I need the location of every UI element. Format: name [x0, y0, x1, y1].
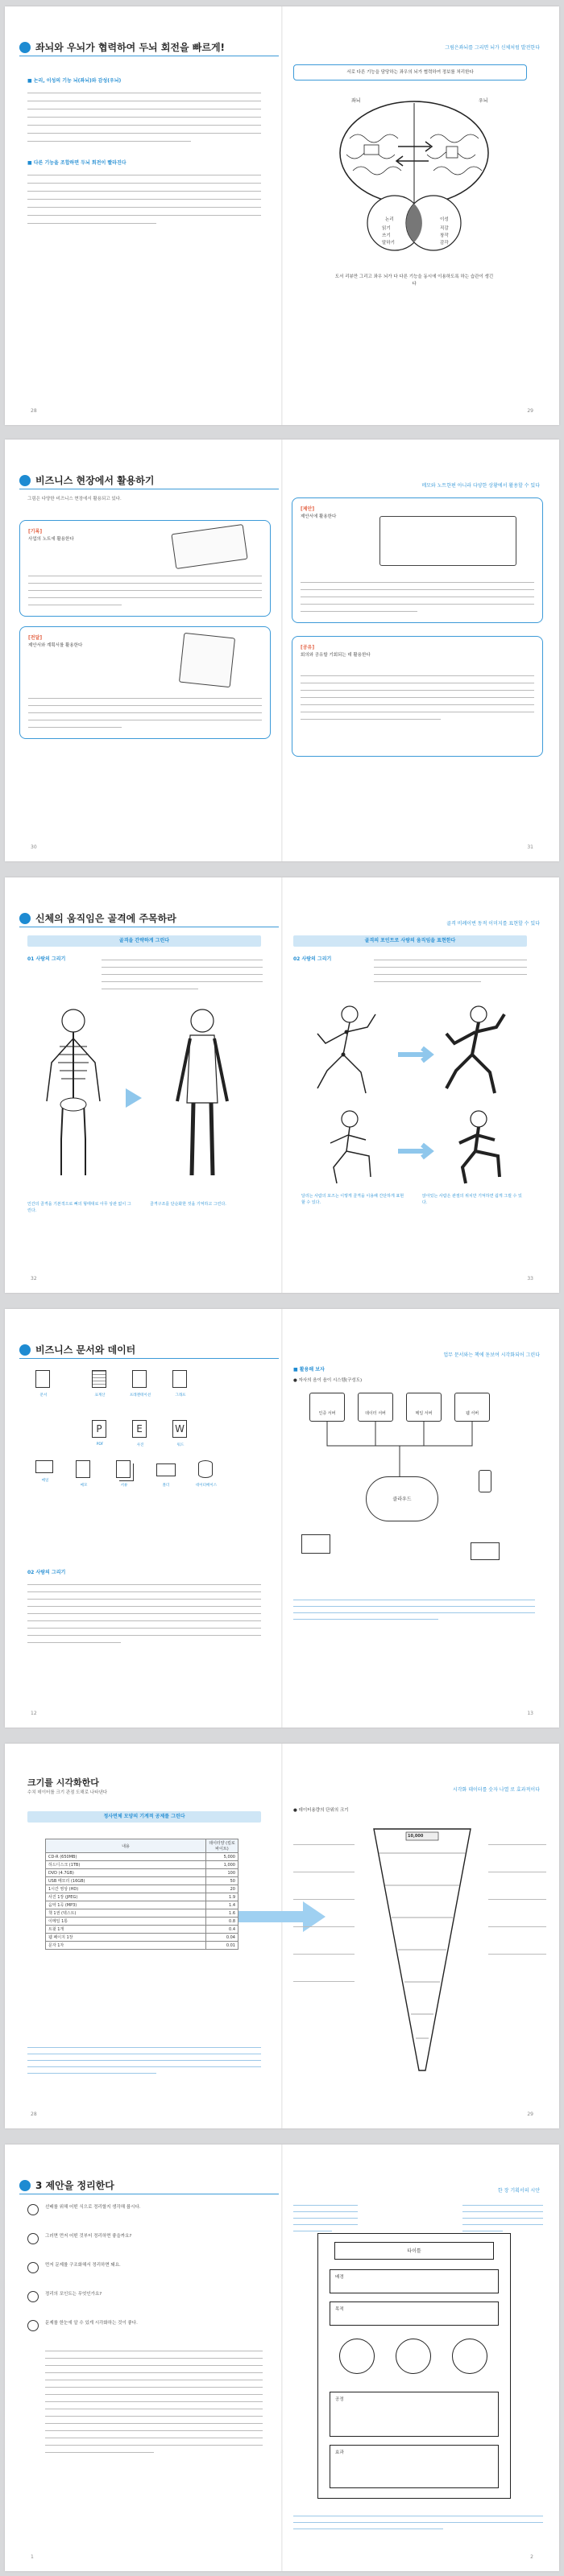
venn-right-list [440, 225, 449, 247]
node-label: 웹 서버 [465, 1411, 479, 1416]
page-subtitle: 한 장 기획서의 시안 [497, 2188, 540, 2194]
box-subheading: 회의와 공유할 기회되는 데 활용한다 [301, 653, 371, 658]
venn-item: 감각 [440, 241, 449, 246]
server-node [309, 1393, 345, 1422]
table-cell-label: 문자 1자 [46, 1942, 206, 1950]
box-subheading: 제안서와 계획서를 활용한다 [28, 643, 83, 648]
caption-text: 서로 다른 기능을 담당하는 좌우의 뇌가 협력하여 정보를 처리한다 [346, 70, 474, 75]
node-label: 인증 서버 [318, 1411, 336, 1416]
dialogue-text: 선배를 위해 어떤 식으로 정리할지 생각해 봅시다. [45, 2205, 141, 2210]
spread-proposal [5, 2145, 559, 2571]
page-title: 3 제안을 정리한다 [35, 2180, 114, 2191]
box-heading: [전달] [28, 635, 43, 641]
proposal-title-box [334, 2242, 494, 2260]
box-body-lines [28, 693, 262, 728]
server-node [454, 1393, 490, 1422]
title-bullet-icon [19, 1344, 31, 1356]
table-cell-label: 사진 1장 (JPEG) [46, 1893, 206, 1901]
page-title-bar [19, 910, 279, 927]
spread-skeleton [5, 877, 559, 1293]
page-title-bar [19, 1341, 279, 1359]
title-bullet-icon [19, 475, 31, 486]
venn-left-list [382, 225, 395, 247]
spread-documents [5, 1309, 559, 1728]
icon-label: 메모 [80, 1484, 88, 1488]
page-title-sub: 수치 데이터를 크기 관점 도해로 나타낸다 [27, 1790, 108, 1795]
body-text-block [45, 2346, 263, 2453]
section-label: 배경 [335, 2275, 344, 2280]
section-banner: 골격의 포인트로 사람의 움직임을 표현한다 [293, 935, 527, 947]
diagram-caption: ● 자사의 음이 음이 시스템(구성도) [293, 1378, 363, 1383]
proposal-title: 타이틀 [407, 2248, 421, 2254]
footnote-block [27, 2043, 261, 2074]
folder-icon [156, 1463, 176, 1476]
title-bullet-icon [19, 913, 31, 924]
excel-file-icon: E [132, 1420, 147, 1438]
venn-item: 쓰기 [382, 233, 391, 238]
running-figure-illustration [301, 998, 527, 1191]
section-label: 효과 [335, 2450, 344, 2455]
left-page [5, 6, 279, 425]
box-heading: [기록] [28, 529, 43, 535]
proposal-circles [330, 2335, 499, 2384]
left-page [5, 1309, 279, 1728]
circle-icon [339, 2339, 375, 2374]
brain-illustration [317, 90, 511, 259]
gutter [281, 877, 283, 1293]
table-cell-value: 0.01 [206, 1942, 238, 1950]
page-subtitle: 시각화 데이터를 숫자 나열 로 효과적이다 [452, 1787, 540, 1793]
body-text-block [27, 1579, 261, 1643]
avatar-icon [27, 2320, 39, 2331]
venn-item: 창작 [440, 233, 449, 238]
page-subtitle: 그림은좌뇌를 그리면 뇌가 신체처럼 발전한다 [445, 45, 540, 51]
subsection-heading: 02 사람의 그리기 [293, 956, 332, 962]
title-bullet-icon [19, 42, 31, 53]
gutter [281, 2145, 283, 2571]
subsection-heading: ■ 활용해 보자 [293, 1367, 325, 1373]
icon-label: 문서 [39, 1393, 48, 1397]
table-cell-label: USB 메모리 (16GB) [46, 1877, 206, 1885]
device-phone-icon [479, 1470, 491, 1492]
icon-label: 메일 [41, 1479, 49, 1483]
dialogue-text: 정리의 포인트는 무엇인가요? [45, 2292, 102, 2297]
icon-label: 데이터베이스 [195, 1484, 218, 1488]
section-heading-2: ■ 다른 기능을 조합하면 두뇌 회전이 빨라진다 [27, 160, 126, 166]
section-label: 목적 [335, 2307, 344, 2312]
table-row [46, 1869, 238, 1877]
right-page [285, 1744, 559, 2128]
figure-caption: 달리는 사람의 포즈는 이렇게 골격을 이용해 간단하게 표현할 수 있다. [301, 1194, 404, 1205]
right-page [285, 440, 559, 861]
proposal-section-box [330, 2269, 499, 2293]
funnel-diagram [358, 1821, 487, 2079]
section-heading [27, 159, 261, 167]
left-page [5, 1744, 279, 2128]
side-note-right [462, 2201, 543, 2231]
table-cell-value: 1.9 [206, 1893, 238, 1901]
deliver-box [19, 626, 271, 739]
section-banner: 골격을 간략하게 그린다 [27, 935, 261, 947]
dialogue-text: 문제를 한눈에 알 수 있게 시각화하는 것이 좋다. [45, 2321, 138, 2326]
page-number: 1 [31, 2554, 34, 2560]
section-label: 공정 [335, 2397, 344, 2402]
table-cell-value: 20 [206, 1885, 238, 1893]
node-label: 메일 서버 [415, 1411, 433, 1416]
table-row [46, 1909, 238, 1918]
avatar-icon [27, 2291, 39, 2302]
right-page [285, 877, 559, 1293]
table-cell-value: 5,000 [206, 1853, 238, 1861]
server-node [358, 1393, 393, 1422]
gutter [281, 6, 283, 425]
server-node [406, 1393, 442, 1422]
right-brain-label: 우뇌 [479, 98, 488, 104]
dialogue-text: 먼저 문제를 구조화해서 정리하면 돼요. [45, 2263, 121, 2268]
side-note-left [293, 2201, 358, 2231]
dialogue-line [27, 2204, 266, 2215]
cloud-icon [366, 1476, 438, 1521]
page-title: 비즈니스 문서와 데이터 [35, 1344, 136, 1356]
avatar-icon [27, 2204, 39, 2215]
proposal-section-box [330, 2392, 499, 2437]
icon-label: PDF [96, 1443, 104, 1447]
table-cell-value: 0.4 [206, 1926, 238, 1934]
icon-label: 프레젠테이션 [129, 1393, 151, 1397]
icon-label: 워드 [176, 1443, 185, 1447]
left-page [5, 2145, 279, 2571]
table-cell-value: 1.6 [206, 1909, 238, 1918]
page-number: 13 [527, 1711, 533, 1716]
dialogue-line [27, 2291, 266, 2302]
bottom-caption: 도서 리뷰만 그리고 좌우 뇌가 다 다른 기능을 동시에 이용하도록 하는 습관이 생긴다 [334, 275, 494, 287]
title-bullet-icon [19, 2180, 31, 2191]
table-row [46, 1942, 238, 1950]
page-subtitle: 메모와 노트한편 아니라 다양한 상황에서 활용할 수 있다 [421, 483, 540, 489]
page-number: 29 [527, 408, 533, 414]
top-value: 10,000 [408, 1834, 424, 1839]
table-header: 데이터양 (킬로바이트) [206, 1839, 238, 1853]
simplified-body-illustration [166, 1006, 238, 1183]
table-cell-value: 0.04 [206, 1934, 238, 1942]
circle-icon [396, 2339, 431, 2374]
device-laptop-icon [301, 1534, 330, 1554]
table-row [46, 1893, 238, 1901]
left-page [5, 877, 279, 1293]
venn-item: 말하기 [382, 241, 395, 246]
page-subtitle: 업무 문서와는 책에 돋보여 시각화되어 그린다 [443, 1352, 540, 1358]
database-icon [198, 1460, 213, 1478]
subsection-heading: 01 사람의 그리기 [27, 956, 66, 962]
presentation-icon [132, 1370, 147, 1388]
notebook-sketch [171, 524, 247, 569]
spread-size [5, 1744, 559, 2128]
mail-icon [35, 1460, 53, 1473]
circle-icon [452, 2339, 487, 2374]
icon-label: 그래프 [175, 1393, 186, 1397]
box-heading: [제안] [301, 506, 315, 512]
box-body-lines [28, 571, 262, 605]
dialogue-text: 그러면 먼저 어떤 것부터 정리하면 좋을까요? [45, 2234, 132, 2239]
caption-box [293, 64, 527, 80]
page-title: 신체의 움직임은 골격에 주목하라 [35, 913, 176, 924]
table-cell-label: CD-R (650MB) [46, 1853, 206, 1861]
table-row [46, 1934, 238, 1942]
page-number: 2 [530, 2554, 533, 2560]
table-cell-label: 웹 페이지 1장 [46, 1934, 206, 1942]
dialogue [27, 2204, 266, 2349]
table-cell-label: 1시간 영상 (HD) [46, 1885, 206, 1893]
left-annotations [293, 1840, 355, 1982]
section-heading-1: ■ 논리, 이성의 기능 뇌(좌뇌)와 감성(우뇌) [27, 78, 122, 84]
page-title: 좌뇌와 우뇌가 협력하여 두뇌 회전을 빠르게! [35, 42, 226, 53]
skeleton-illustration [37, 1006, 110, 1183]
page-title-bar [19, 2177, 279, 2194]
table-cell-label: 음악 1곡 (MP3) [46, 1901, 206, 1909]
papers-icon [116, 1460, 131, 1478]
table-row [46, 1926, 238, 1934]
table-cell-value: 1,000 [206, 1861, 238, 1869]
body-text-block [27, 169, 261, 225]
share-box [292, 636, 543, 757]
page-number: 28 [31, 408, 37, 414]
table-row [46, 1861, 238, 1869]
cloud-label: 클라우드 [392, 1496, 412, 1502]
table-row [46, 1918, 238, 1926]
table-cell-label: 이메일 1통 [46, 1918, 206, 1926]
avatar-icon [27, 2233, 39, 2244]
gutter [281, 440, 283, 861]
right-page [285, 2145, 559, 2571]
section-heading [27, 77, 261, 85]
table-cell-value: 100 [206, 1869, 238, 1877]
meeting-sketch [379, 516, 516, 566]
table-cell-value: 50 [206, 1877, 238, 1885]
icon-label: 사진 [136, 1443, 144, 1447]
page-number: 12 [31, 1711, 37, 1716]
chart-file-icon [172, 1370, 187, 1388]
page-number: 32 [31, 1276, 37, 1282]
dialogue-line [27, 2262, 266, 2273]
page-title-bar [19, 472, 279, 489]
device-printer-icon [471, 1542, 500, 1560]
document-icon [35, 1370, 50, 1388]
avatar-icon [27, 2262, 39, 2273]
record-box [19, 520, 271, 617]
page-number: 28 [31, 2112, 37, 2117]
proposal-sheet [317, 2233, 511, 2499]
right-annotations [488, 1840, 546, 1955]
left-page [5, 440, 279, 861]
table-cell-label: 하드디스크 (1TB) [46, 1861, 206, 1869]
document-sketch [179, 633, 235, 687]
venn-item: 직감 [440, 226, 449, 231]
box-heading: [공유] [301, 645, 315, 650]
table-cell-value: 1.4 [206, 1901, 238, 1909]
page-number: 31 [527, 844, 533, 850]
venn-item: 읽기 [382, 226, 391, 231]
left-brain-label: 좌뇌 [351, 98, 361, 104]
figure-caption: 앉아있는 사람은 관절의 위치만 기억하면 쉽게 그릴 수 있다. [422, 1194, 522, 1205]
footnote-block [293, 1596, 535, 1620]
right-page [285, 1309, 559, 1728]
right-arrow-icon [126, 1088, 142, 1108]
dialogue-line [27, 2320, 266, 2331]
section-banner: 정사면체 모양의 기계적 공제를 그린다 [27, 1811, 261, 1823]
table-cell-label: DVD (4.7GB) [46, 1869, 206, 1877]
page-subtitle: 골격 비례이번 동적 이미지를 표현할 수 있다 [446, 921, 540, 927]
icon-label: 표계산 [94, 1393, 106, 1397]
propose-box [292, 497, 543, 623]
dialogue-line [27, 2233, 266, 2244]
venn-right-top: 이성 [440, 217, 449, 222]
table-cell-label: 책 1권 (텍스트) [46, 1909, 206, 1918]
page-title: 크기를 시각화한다 [27, 1777, 99, 1788]
bottom-notes [293, 2512, 543, 2529]
node-label: 데이터 서버 [365, 1411, 386, 1416]
diagram-caption: ● 데이터용량의 단위의 크기 [293, 1808, 349, 1813]
intro-text: 그림은 다양한 비즈니스 현장에서 활용되고 있다. [27, 497, 122, 502]
page-title: 비즈니스 현장에서 활용하기 [35, 475, 155, 486]
spreadsheet-icon [92, 1370, 106, 1388]
page-title-bar [19, 39, 279, 56]
page-number: 29 [527, 2112, 533, 2117]
box-subheading: 사업의 노트에 활용한다 [28, 537, 74, 542]
proposal-section-box [330, 2301, 499, 2326]
subsection-heading: 02 사람의 그리기 [27, 1570, 66, 1575]
right-page [285, 6, 559, 425]
table-row [46, 1853, 238, 1861]
table-body [46, 1853, 238, 1950]
table-row [46, 1885, 238, 1893]
page-number: 33 [527, 1276, 533, 1282]
figure-caption: 인간의 골격을 기본적으로 뼈의 형태대로 아무 상관 없이 그린다. [27, 1202, 131, 1213]
spread-brain [5, 6, 559, 425]
body-text-block [374, 955, 527, 982]
figure-caption: 골격구조를 단순화한 것을 기억하고 그린다. [150, 1202, 226, 1207]
icon-label: 서류 [120, 1484, 128, 1488]
proposal-section-box [330, 2445, 499, 2488]
pdf-file-icon: P [92, 1420, 106, 1438]
memo-icon [76, 1460, 90, 1478]
body-text-block [27, 87, 261, 143]
data-size-table [45, 1839, 238, 1950]
box-body-lines [301, 671, 534, 720]
icon-label: 폴더 [162, 1484, 170, 1488]
box-subheading: 제안서에 활용한다 [301, 514, 337, 519]
file-icon-grid [27, 1370, 261, 1555]
table-header: 내용 [46, 1839, 206, 1853]
gutter [281, 1744, 283, 2128]
table-cell-label: 트윗 1개 [46, 1926, 206, 1934]
table-cell-value: 0.8 [206, 1918, 238, 1926]
table-row [46, 1877, 238, 1885]
venn-left-top: 논리 [385, 217, 394, 222]
spread-business [5, 440, 559, 861]
box-body-lines [301, 577, 534, 612]
page-number: 30 [31, 844, 37, 850]
gutter [281, 1309, 283, 1728]
word-file-icon: W [172, 1420, 187, 1438]
body-text-block [102, 955, 263, 989]
table-row [46, 1901, 238, 1909]
